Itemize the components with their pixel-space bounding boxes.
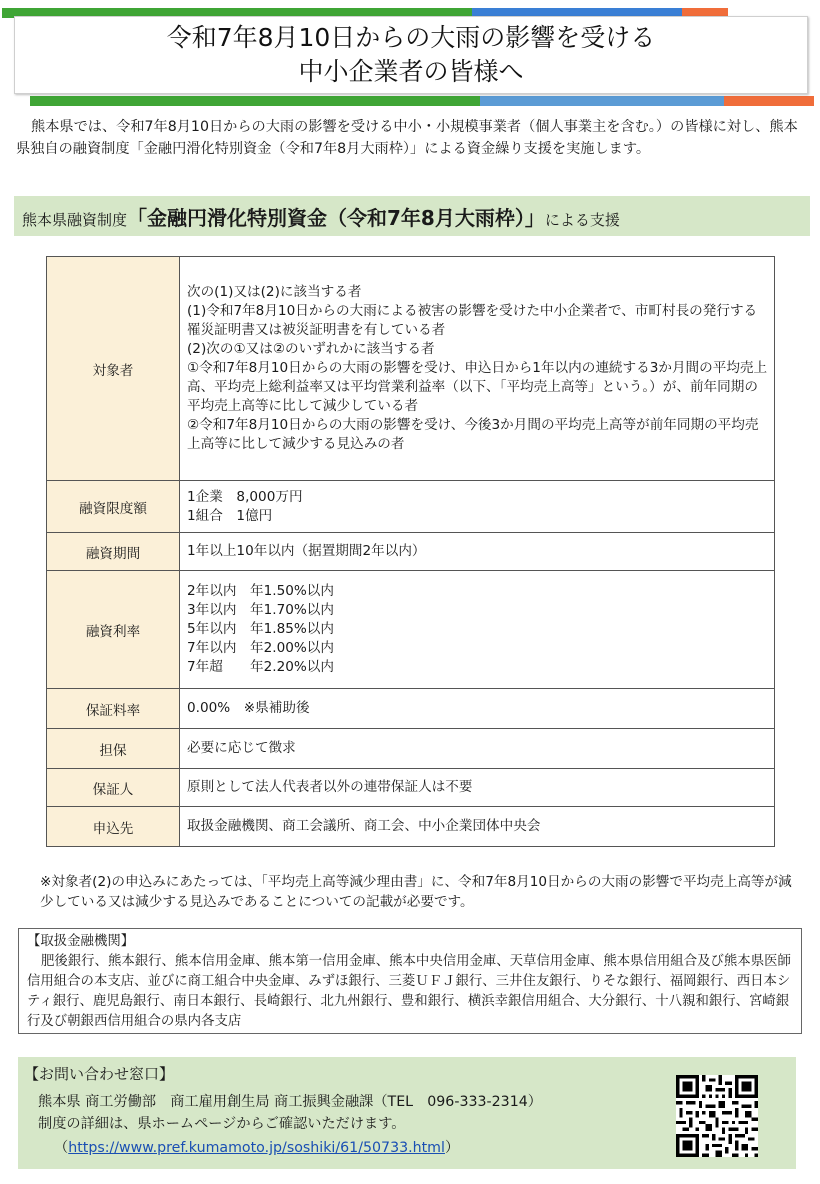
section-prefix: 熊本県融資制度	[22, 211, 128, 229]
contact-detail: 制度の詳細は、県ホームページからご確認いただけます。	[38, 1116, 406, 1132]
homepage-link[interactable]: https://www.pref.kumamoto.jp/soshiki/61/50733.html	[68, 1140, 445, 1156]
title-band-orange-bottom	[724, 96, 814, 106]
rate-label: 融資利率	[47, 571, 180, 689]
target-line: (1)令和7年8月10日からの大雨による被害の影響を受けた中小企業者で、市町村長の発行する罹災証明書又は被災証明書を有している者	[187, 303, 758, 338]
collateral-value: 必要に応じて徴求	[180, 729, 775, 769]
target-label: 対象者	[47, 257, 180, 481]
contact-url-line	[54, 1137, 459, 1157]
period-value: 1年以上10年以内（据置期間2年以内）	[180, 533, 775, 571]
title-band-blue-bottom	[480, 96, 724, 106]
intro-paragraph: 熊本県では、令和7年8月10日からの大雨の影響を受ける中小・小規模事業者（個人事業主を含む。）の皆様に対し、熊本県独自の融資制度「金融円滑化特別資金（令和7年8月大雨枠）」による資金繰り支援を実施します。	[16, 119, 798, 157]
rate-line: 5年以内 年1.85%以内	[187, 621, 334, 637]
table-row-apply	[47, 807, 775, 847]
rate-line: 2年以内 年1.50%以内	[187, 583, 334, 599]
target-line: ①令和7年8月10日からの大雨の影響を受け、申込日から1年以内の連続する3か月間の平均売上高、平均売上総利益率又は平均営業利益率（以下、「平均売上高等」という。）が、前年同期の平均売上高等に比して減少している者	[187, 360, 768, 414]
guarantor-value: 原則として法人代表者以外の連帯保証人は不要	[180, 769, 775, 807]
target-line: 次の(1)又は(2)に該当する者	[187, 284, 362, 300]
table-row-collateral	[47, 729, 775, 769]
rate-line: 7年超 年2.20%以内	[187, 659, 334, 675]
apply-value: 取扱金融機関、商工会議所、商工会、中小企業団体中央会	[180, 807, 775, 847]
url-open-paren: （	[54, 1140, 69, 1156]
table-row-target	[47, 257, 775, 481]
table-row-rate	[47, 571, 775, 689]
table-row-guarantor	[47, 769, 775, 807]
application-note: ※対象者(2)の申込みにあたっては、「平均売上高等減少理由書」に、令和7年8月10日からの大雨の影響で平均売上高等が減少している又は減少する見込みであることについての記載が必要です。	[40, 874, 792, 910]
section-suffix: による支援	[544, 211, 620, 229]
table-row-period	[47, 533, 775, 571]
period-label: 融資期間	[47, 533, 180, 571]
limit-line: 1組合 1億円	[187, 507, 273, 524]
url-close-paren: ）	[444, 1140, 460, 1156]
table-row-guarantee-fee	[47, 689, 775, 729]
title-line-1: 令和7年8月10日からの大雨の影響を受ける	[166, 23, 656, 52]
target-value	[180, 257, 775, 481]
section-heading	[14, 196, 810, 236]
title-line-2: 中小企業者の皆様へ	[298, 57, 524, 86]
banks-title: 【取扱金融機関】	[27, 934, 135, 949]
limit-label: 融資限度額	[47, 481, 180, 533]
contact-dept: 熊本県 商工労働部 商工雇用創生局 商工振興金融課（TEL 096-333-2314）	[38, 1094, 542, 1110]
banks-box	[18, 928, 802, 1034]
collateral-label: 担保	[47, 729, 180, 769]
rate-line: 3年以内 年1.70%以内	[187, 602, 334, 618]
target-line: ②令和7年8月10日からの大雨の影響を受け、今後3か月間の平均売上高等が前年同期の平均売上高等に比して減少する見込みの者	[187, 417, 759, 452]
section-name: 「金融円滑化特別資金（令和7年8月大雨枠）」	[127, 206, 545, 230]
banks-list: 肥後銀行、熊本銀行、熊本信用金庫、熊本第一信用金庫、熊本中央信用金庫、天草信用金庫、熊本県信用組合及び熊本県医師信用組合の本支店、並びに商工組合中央金庫、みずほ銀行、三菱ＵＦＪ銀行、三井住友銀行、りそな銀行、福岡銀行、西日本シティ銀行、鹿児島銀行、南日本銀行、長崎銀行、北九州銀行、豊和銀行、横浜幸銀信用組合、大分銀行、十八親和銀行、宮崎銀行及び朝銀西信用組合の県内各支店	[27, 954, 791, 1029]
page-title	[14, 16, 808, 94]
loan-terms-table	[46, 256, 775, 847]
rate-line: 7年以内 年2.00%以内	[187, 640, 334, 656]
apply-label: 申込先	[47, 807, 180, 847]
guarantee-fee-label: 保証料率	[47, 689, 180, 729]
rate-value	[180, 571, 775, 689]
title-band-green-bottom	[30, 96, 480, 106]
target-line: (2)次の①又は②のいずれかに該当する者	[187, 341, 435, 357]
table-row-limit	[47, 481, 775, 533]
qr-code-icon	[676, 1075, 758, 1157]
limit-line: 1企業 8,000万円	[187, 488, 303, 505]
limit-value	[180, 481, 775, 533]
contact-title: 【お問い合わせ窓口】	[24, 1065, 175, 1083]
guarantee-fee-value: 0.00% ※県補助後	[180, 689, 775, 729]
guarantor-label: 保証人	[47, 769, 180, 807]
